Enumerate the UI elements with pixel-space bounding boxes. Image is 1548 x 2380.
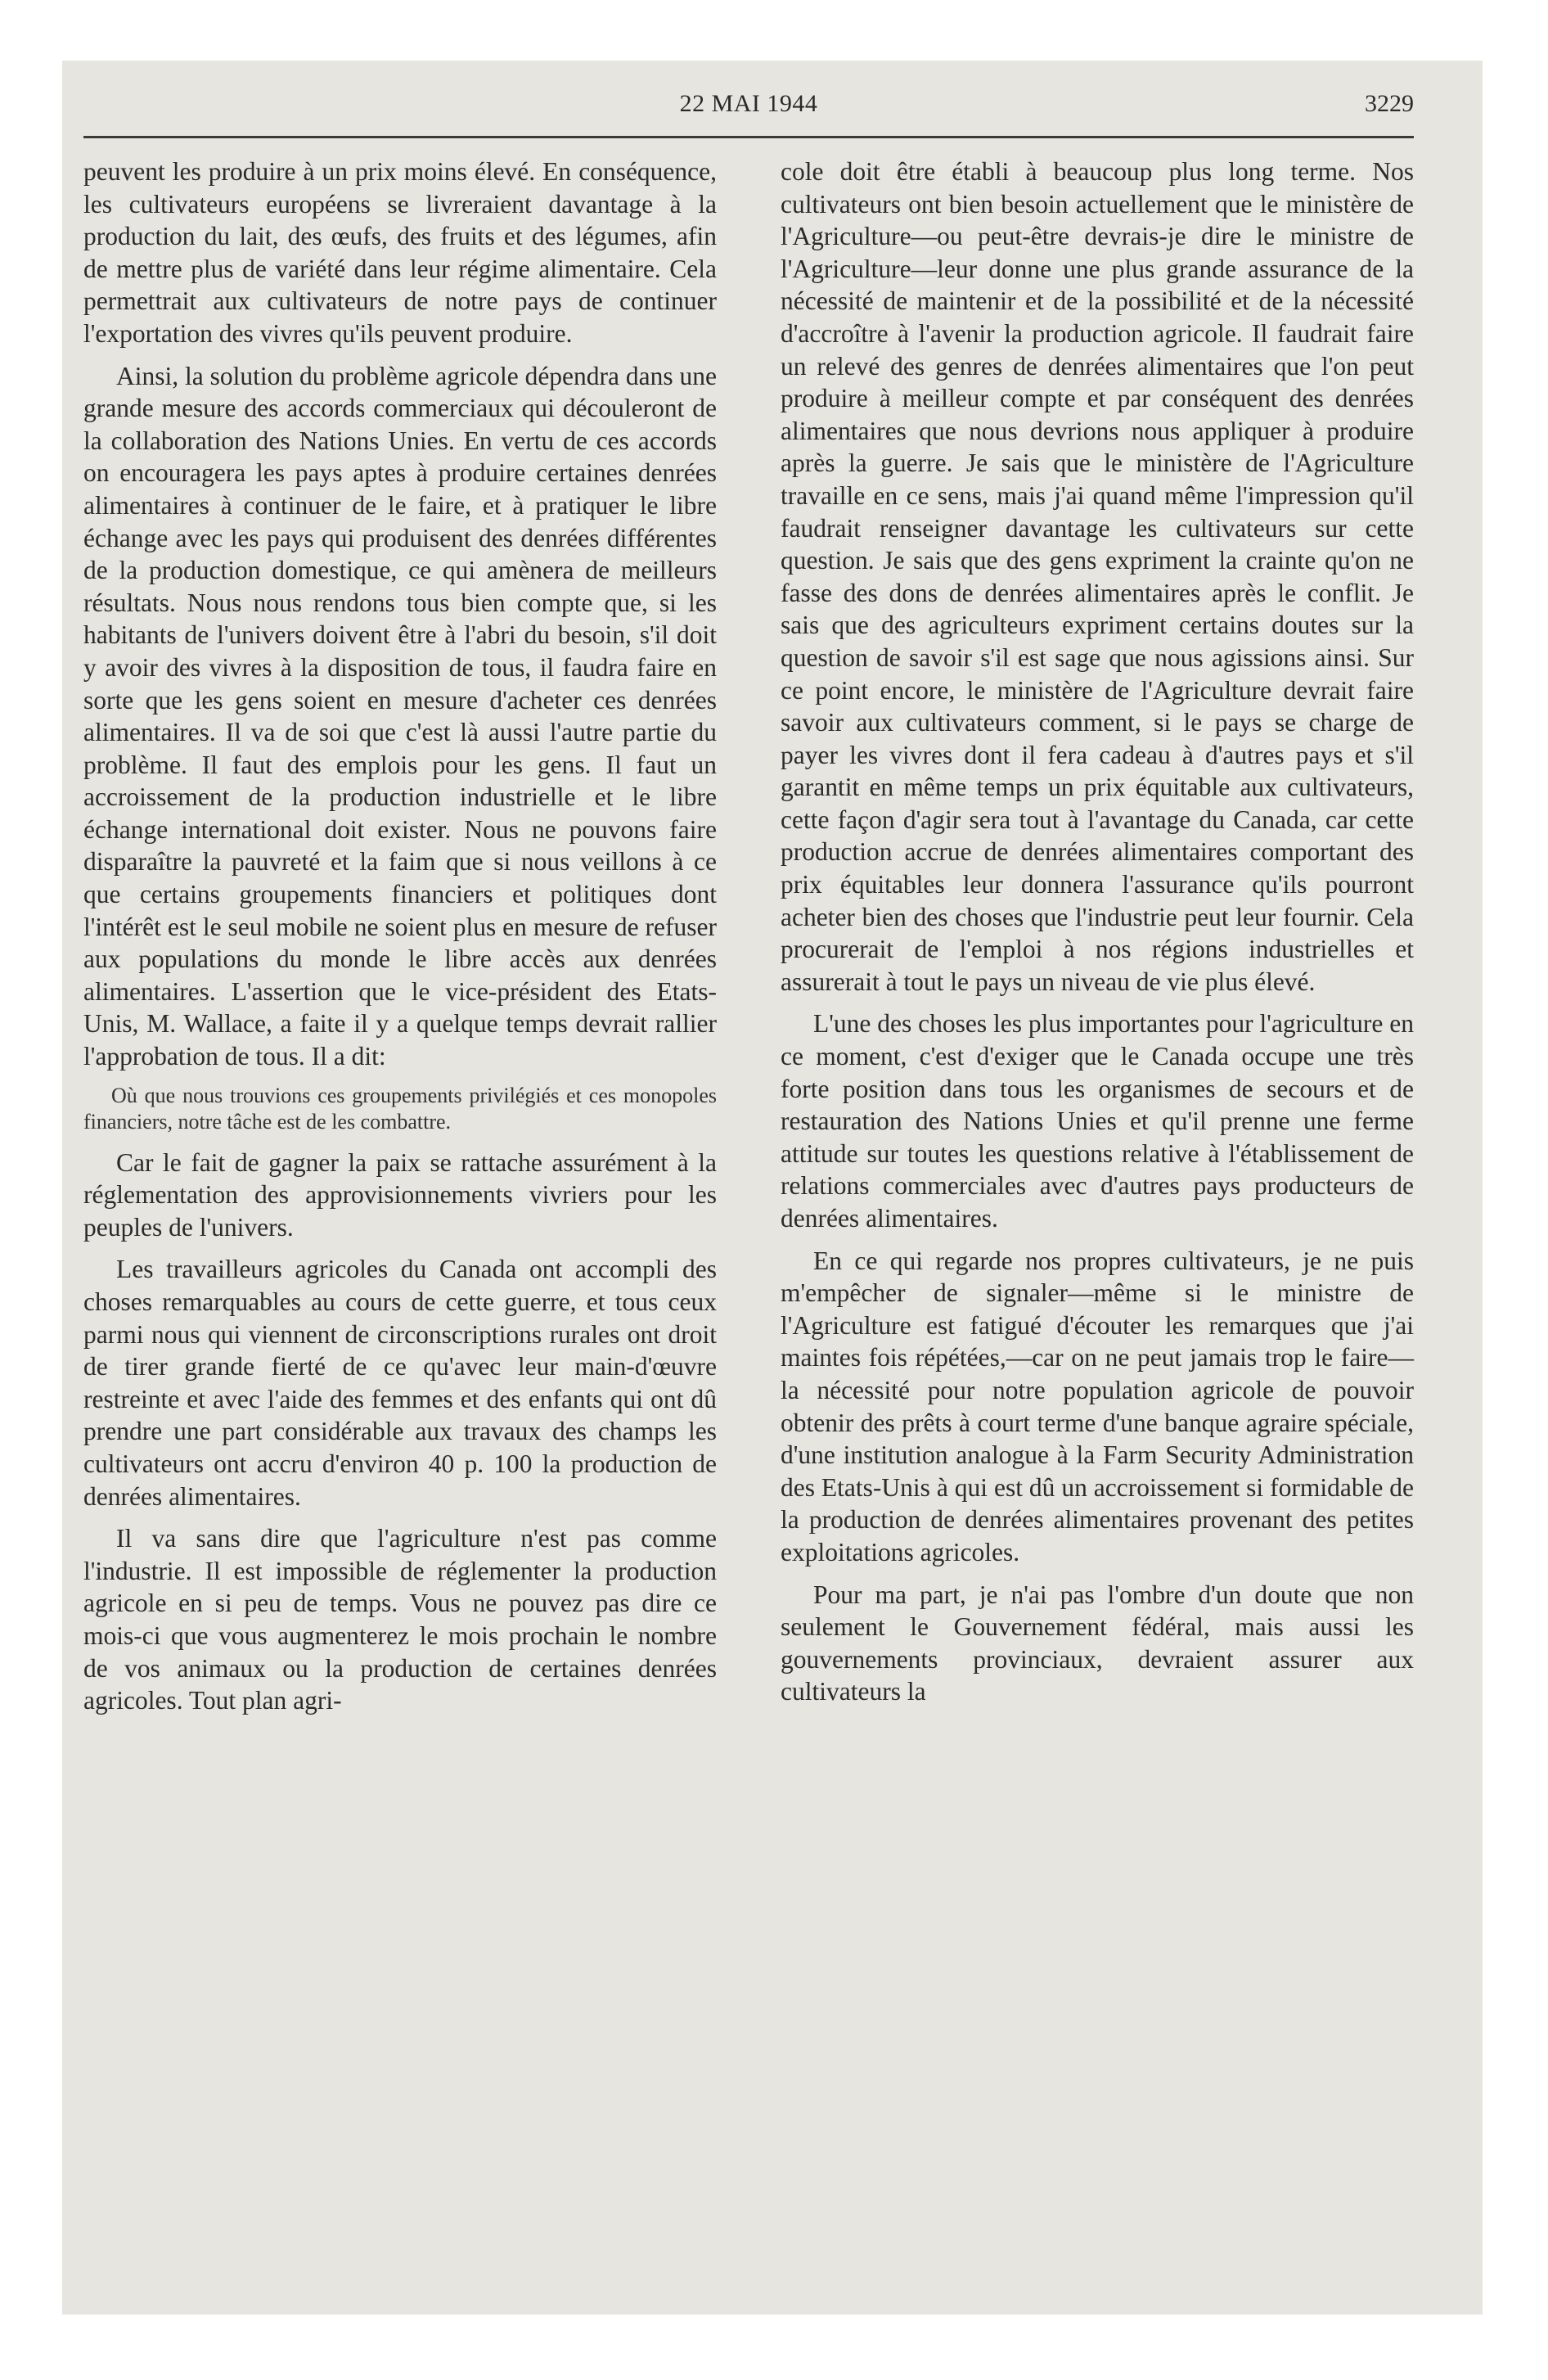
right-column [781, 156, 1414, 1718]
left-paragraph-2: Ainsi, la solution du problème agricole dépendra dans une grande mesure des accords commerciaux qui découleront de la collaboration des Nations Unies. En vertu de ces accords on encouragera les pays aptes à produire certaines denrées alimentaires à continuer de le faire, et à pratiquer le libre échange avec les pays qui produisent des denrées différentes de la production domestique, ce qui amènera de meilleurs résultats. Nous nous rendons tous bien compte que, si les habitants de l'univers doivent être à l'abri du besoin, s'il doit y avoir des vivres à la disposition de tous, il faudra faire en sorte que les gens soient en mesure d'acheter ces denrées alimentaires. Il va de soi que c'est là aussi l'autre partie du problème. Il faut des emplois pour les gens. Il faut un accroissement de la production industrielle et le libre échange international doit exister. Nous ne pouvons faire disparaître la pauvreté et la faim que si nous veillons à ce que certains groupements financiers et politiques dont l'intérêt est le seul mobile ne soient plus en mesure de refuser aux populations du monde le libre accès aux denrées alimentaires. L'assertion que le vice-président des Etats-Unis, M. Wallace, a faite il y a quelque temps devrait rallier l'approbation de tous. Il a dit: [83, 361, 717, 1071]
left-paragraph-1: peuvent les produire à un prix moins élevé. En conséquence, les cultivateurs européens se livreraient davantage à la production du lait, des œufs, des fruits et des légumes, afin de mettre plus de variété dans leur régime alimentaire. Cela permettrait aux cultivateurs de notre pays de continuer l'exportation des vivres qu'ils peuvent produire. [83, 157, 717, 348]
page-header [83, 90, 1414, 133]
left-paragraph-4: Les travailleurs agricoles du Canada ont accompli des choses remarquables au cours de cette guerre, et tous ceux parmi nous qui viennent de circonscriptions rurales ont droit de tirer grande fierté de ce qu'avec leur main-d'œuvre restreinte et avec l'aide des femmes et des enfants qui ont dû prendre une part considérable aux travaux des champs les cultivateurs ont accru d'environ 40 p. 100 la production de denrées alimentaires. [83, 1255, 717, 1511]
page-number: 3229 [1365, 90, 1414, 117]
left-paragraph-3: Car le fait de gagner la paix se rattache assurément à la réglementation des approvisionnements vivriers pour les peuples de l'univers. [83, 1147, 717, 1242]
right-paragraph-2: L'une des choses les plus importantes pour l'agriculture en ce moment, c'est d'exiger que le Canada occupe une très forte position dans tous les organismes de secours et de restauration des Nations Unies et qu'il prenne une ferme attitude sur toutes les questions relative à l'établissement de relations commerciales avec d'autres pays producteurs de denrées alimentaires. [781, 1009, 1414, 1233]
left-paragraph-5: Il va sans dire que l'agriculture n'est pas comme l'industrie. Il est impossible de réglementer la production agricole en si peu de temps. Vous ne pouvez pas dire ce mois-ci que vous augmenterez le mois prochain le nombre de vos animaux ou la production de certaines denrées agricoles. Tout plan agri- [83, 1524, 717, 1715]
right-paragraph-3: En ce qui regarde nos propres cultivateurs, je ne puis m'empêcher de signaler—même si le ministre de l'Agriculture est fatigué d'écouter les remarques que j'ai maintes fois répétées,—car on ne peut jamais trop le faire—la nécessité pour notre population agricole de pouvoir obtenir des prêts à court terme d'une banque agraire spéciale, d'une institution analogue à la Farm Security Administration des Etats-Unis à qui est dû un accroissement si formidable de la production de denrées alimentaires provenant des petites exploitations agricoles. [781, 1246, 1414, 1566]
left-column [83, 156, 717, 1727]
header-date: 22 MAI 1944 [679, 90, 818, 117]
wallace-quote: Où que nous trouvions ces groupements privilégiés et ces monopoles financiers, notre tâche est de les combattre. [83, 1083, 717, 1134]
right-paragraph-1: cole doit être établi à beaucoup plus long terme. Nos cultivateurs ont bien besoin actuellement que le ministère de l'Agriculture—ou peut-être devrais-je dire le ministre de l'Agriculture—leur donne une plus grande assurance de la nécessité de maintenir et de la possibilité et de la nécessité d'accroître à l'avenir la production agricole. Il faudrait faire un relevé des genres de denrées alimentaires que l'on peut produire à meilleur compte et par conséquent des denrées alimentaires que nous devrions nous appliquer à produire après la guerre. Je sais que le ministère de l'Agriculture travaille en ce sens, mais j'ai quand même l'impression qu'il faudrait renseigner davantage les cultivateurs sur cette question. Je sais que des gens expriment la crainte qu'on ne fasse des dons de denrées alimentaires après le conflit. Je sais que des agriculteurs expriment certains doutes sur la question de savoir s'il est sage que nous agissions ainsi. Sur ce point encore, le ministère de l'Agriculture devrait faire savoir aux cultivateurs comment, si le pays se charge de payer les vivres dont il fera cadeau à d'autres pays et s'il garantit en même temps un prix équitable aux cultivateurs, cette façon d'agir sera tout à l'avantage du Canada, car cette production accrue de denrées alimentaires comportant des prix équitables leur donnera l'assurance qu'ils pourront acheter bien des choses que l'industrie peut leur fournir. Cela procurerait de l'emploi à nos régions industrielles et assurerait à tout le pays un niveau de vie plus élevé. [781, 157, 1414, 996]
right-paragraph-4: Pour ma part, je n'ai pas l'ombre d'un doute que non seulement le Gouvernement fédéral, mais aussi les gouvernements provinciaux, devraient assurer aux cultivateurs la [781, 1580, 1414, 1706]
header-rule [83, 136, 1414, 138]
